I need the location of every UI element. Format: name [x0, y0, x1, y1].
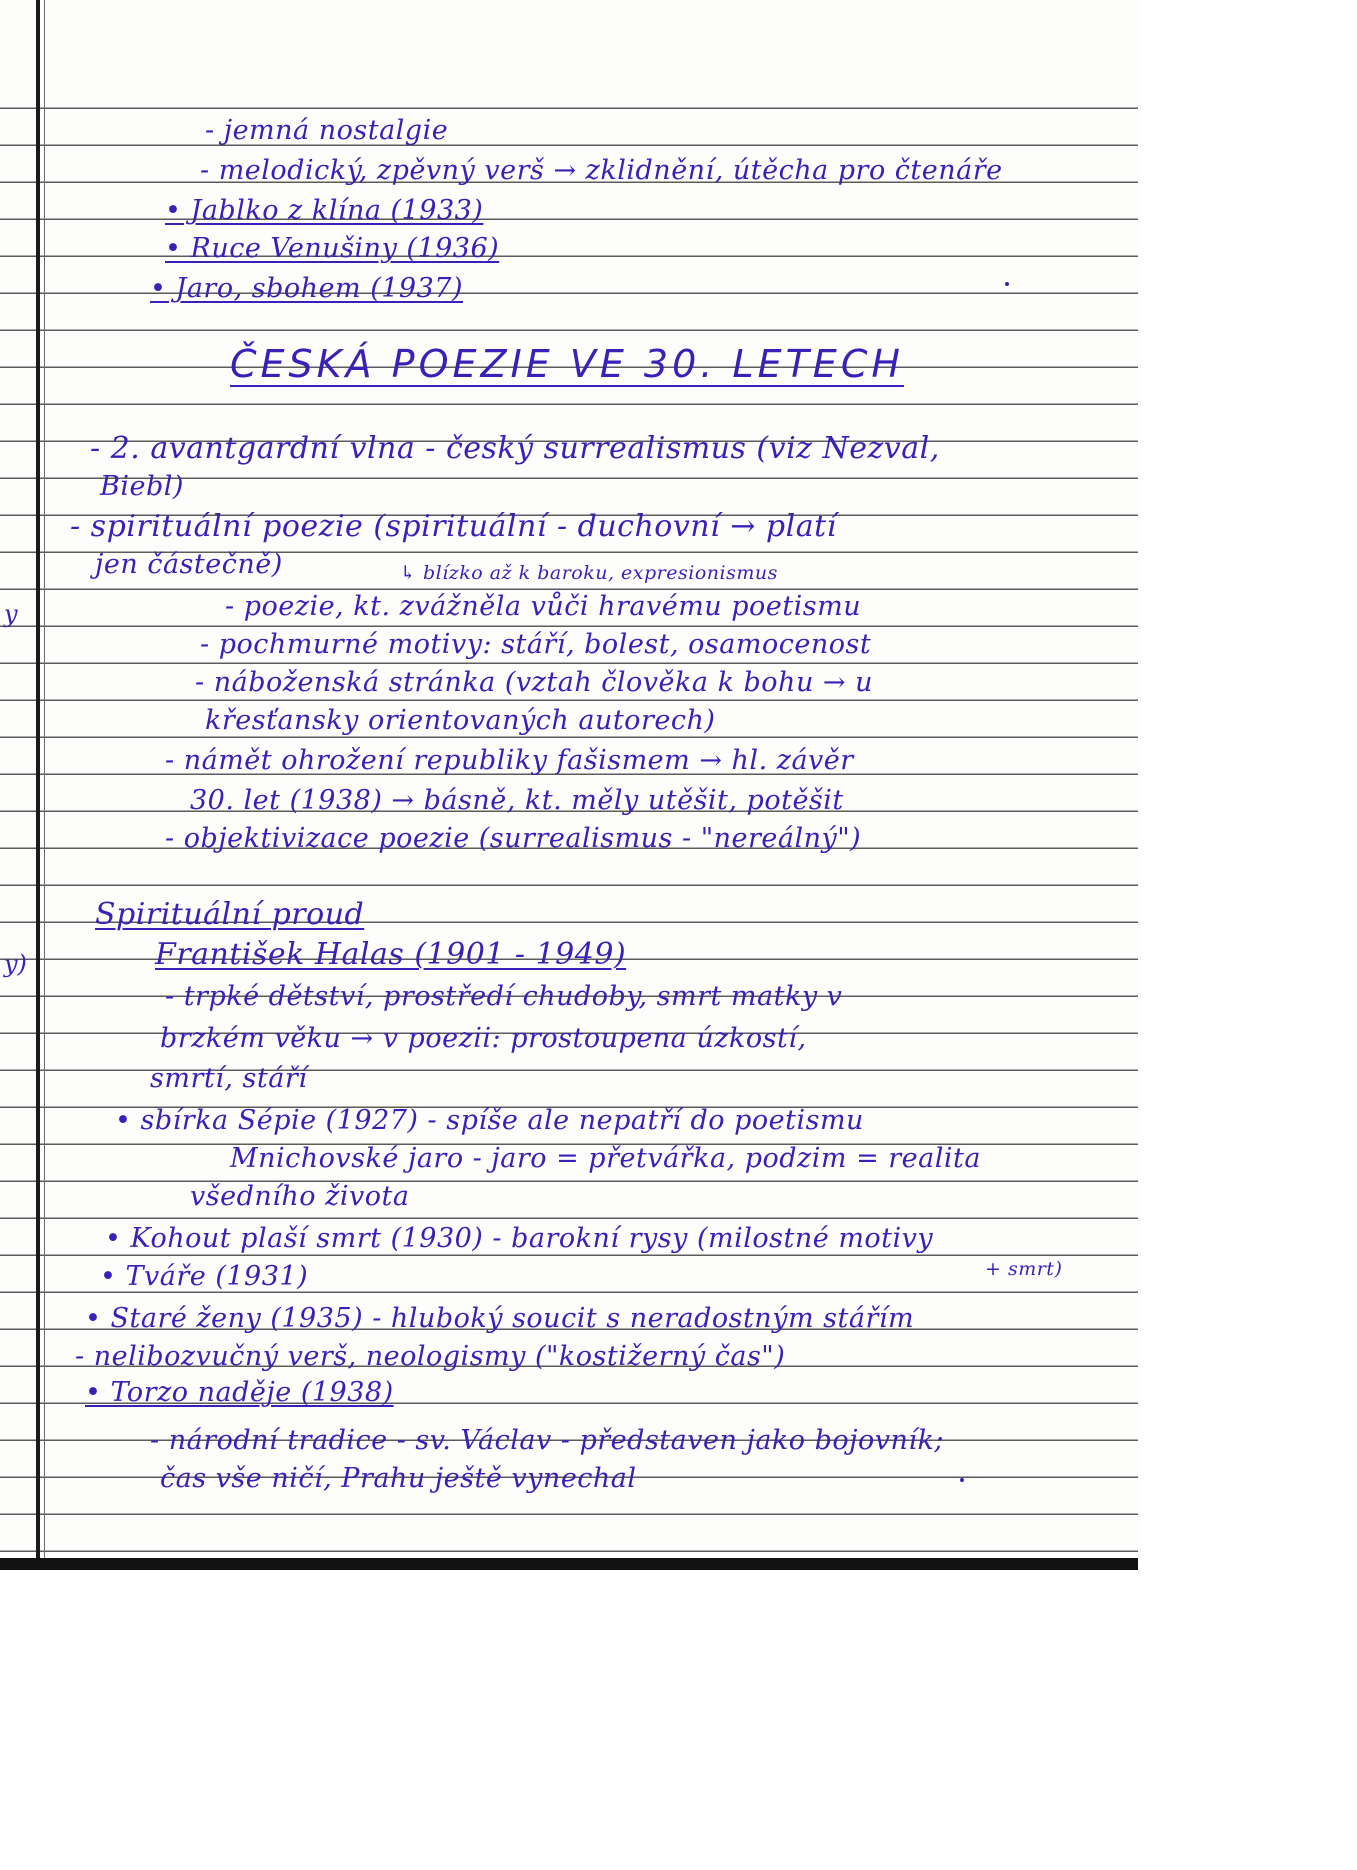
- work-title: • Ruce Venušiny (1936): [165, 233, 500, 264]
- note-annotation: + smrt): [985, 1258, 1063, 1280]
- note-line: - pochmurné motivy: stáří, bolest, osamocenost: [200, 629, 872, 660]
- note-line: - nelibozvučný verš, neologismy ("kostižerný čas"): [75, 1341, 786, 1372]
- ink-dot: [960, 1478, 964, 1482]
- margin-mark: y: [4, 600, 18, 628]
- page-bottom-edge: [0, 1558, 1138, 1570]
- note-line: - poezie, kt. zvážněla vůči hravému poetismu: [225, 591, 862, 622]
- note-line: • Kohout plaší smrt (1930) - barokní rysy (milostné motivy: [105, 1223, 934, 1254]
- margin-rule: [36, 0, 40, 1570]
- ink-dot: [1005, 282, 1009, 286]
- note-line: čas vše ničí, Prahu ještě vynechal: [160, 1463, 637, 1494]
- work-title: • Jablko z klína (1933): [165, 195, 484, 226]
- work-title: • Torzo naděje (1938): [85, 1377, 394, 1408]
- note-line: • sbírka Sépie (1927) - spíše ale nepatří do poetismu: [115, 1105, 864, 1136]
- note-line: brzkém věku → v poezii: prostoupena úzkostí,: [160, 1023, 807, 1054]
- work-title: • Jaro, sbohem (1937): [150, 273, 463, 304]
- note-line: - jemná nostalgie: [205, 115, 449, 146]
- margin-rule-secondary: [44, 0, 45, 1570]
- note-line: - náboženská stránka (vztah člověka k bohu → u: [195, 667, 874, 698]
- note-line: Mnichovské jaro - jaro = přetvářka, podzim = realita: [230, 1143, 981, 1174]
- page-title: ČESKÁ POEZIE VE 30. LETECH: [230, 342, 904, 386]
- note-line: - spirituální poezie (spirituální - duchovní → platí: [70, 509, 837, 544]
- note-line: 30. let (1938) → básně, kt. měly utěšit, potěšit: [190, 785, 844, 816]
- margin-mark: y): [4, 950, 27, 978]
- note-line: - objektivizace poezie (surrealismus - "nereálný"): [165, 823, 862, 854]
- note-line: Biebl): [100, 471, 184, 502]
- note-line: - námět ohrožení republiky fašismem → hl. závěr: [165, 745, 854, 776]
- note-line: - trpké dětství, prostředí chudoby, smrt matky v: [165, 981, 843, 1012]
- note-line: - národní tradice - sv. Václav - představen jako bojovník;: [150, 1425, 945, 1456]
- note-line: - melodický, zpěvný verš → zklidnění, útěcha pro čtenáře: [200, 155, 1003, 186]
- note-line: • Tváře (1931): [100, 1261, 309, 1292]
- note-line: smrtí, stáří: [150, 1063, 308, 1094]
- note-line: jen částečně): [95, 549, 283, 580]
- author-name: František Halas (1901 - 1949): [155, 937, 627, 972]
- note-annotation: ↳ blízko až k baroku, expresionismus: [400, 562, 778, 584]
- note-line: křesťansky orientovaných autorech): [205, 705, 716, 736]
- note-line: • Staré ženy (1935) - hluboký soucit s neradostným stářím: [85, 1303, 915, 1334]
- note-line: - 2. avantgardní vlna - český surrealismus (viz Nezval,: [90, 431, 940, 466]
- section-heading: Spirituální proud: [95, 897, 365, 932]
- note-line: všedního života: [190, 1181, 410, 1212]
